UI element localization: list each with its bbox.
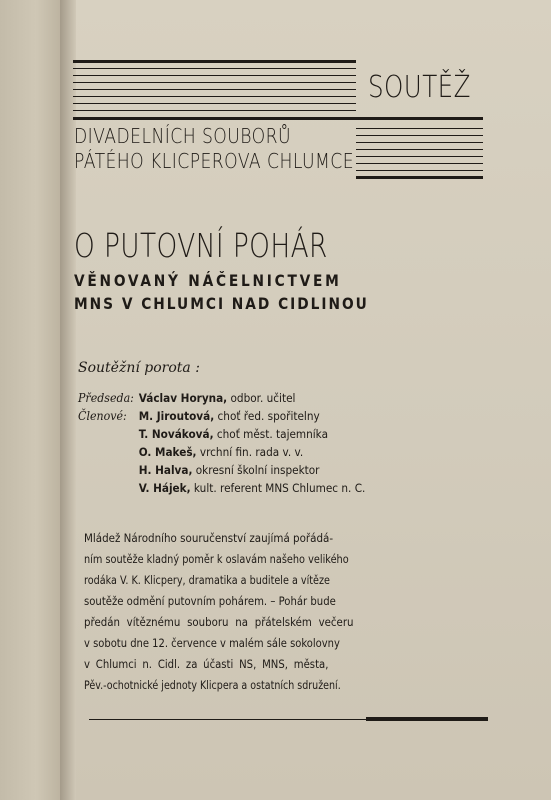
rule-line bbox=[356, 163, 483, 164]
paragraph-line: v sobotu dne 12. července v malém sále sokolovny bbox=[84, 636, 340, 650]
jury-chair-row bbox=[78, 391, 295, 405]
jury-member-row bbox=[78, 409, 320, 423]
rule-line bbox=[73, 75, 356, 76]
jury-member-row bbox=[78, 445, 303, 459]
rule-line bbox=[356, 135, 483, 136]
jury-member-detail: choť měst. tajemníka bbox=[216, 427, 328, 441]
trophy-title: O PUTOVNÍ POHÁR bbox=[74, 226, 328, 265]
jury-chair-role: Předseda: bbox=[78, 391, 134, 405]
jury-member-row bbox=[78, 481, 365, 495]
rule-line bbox=[356, 149, 483, 150]
jury-member-detail: choť řed. spořitelny bbox=[217, 409, 320, 423]
rule-line bbox=[356, 170, 483, 171]
jury-members-role: Členové: bbox=[78, 409, 127, 423]
rule-line bbox=[73, 89, 356, 90]
jury-member-row bbox=[78, 427, 328, 441]
rule-line bbox=[73, 82, 356, 83]
jury-member-detail: vrchní fin. rada v. v. bbox=[199, 445, 304, 459]
jury-chair-name: Václav Horyna, bbox=[138, 391, 228, 405]
bottom-rule-thin bbox=[89, 719, 366, 720]
paragraph-line: v Chlumci n. Cidl. za účasti NS, MNS, města, bbox=[84, 657, 329, 671]
jury-member-detail: kult. referent MNS Chlumec n. C. bbox=[193, 481, 366, 495]
rule-line bbox=[356, 156, 483, 157]
jury-member-detail: okresní školní inspektor bbox=[195, 463, 320, 477]
rule-line bbox=[73, 117, 483, 120]
rule-line bbox=[73, 103, 356, 104]
rule-line bbox=[356, 142, 483, 143]
rule-line bbox=[73, 96, 356, 97]
jury-heading: Soutěžní porota : bbox=[78, 360, 200, 376]
bottom-rule-thick bbox=[366, 717, 488, 721]
jury-member-name: M. Jiroutová, bbox=[138, 409, 215, 423]
facing-page-edge bbox=[0, 0, 60, 800]
paragraph-line: Mládež Národního souručenství zaujímá pořádá- bbox=[84, 531, 334, 545]
rule-line bbox=[73, 110, 356, 111]
trophy-dedication-line1: VĚNOVANÝ NÁČELNICTVEM bbox=[74, 271, 342, 290]
jury-member-name: V. Hájek, bbox=[138, 481, 191, 495]
jury-chair-detail: odbor. učitel bbox=[230, 391, 296, 405]
rule-line bbox=[73, 68, 356, 69]
paragraph-line: rodáka V. K. Klicpery, dramatika a buditele a vítěze bbox=[84, 573, 330, 587]
competition-subtitle-line2: PÁTÉHO KLICPEROVA CHLUMCE bbox=[74, 149, 355, 173]
book-gutter bbox=[60, 0, 76, 800]
paragraph-line: soutěže odmění putovním pohárem. – Pohár bude bbox=[84, 594, 336, 608]
competition-word: SOUTĚŽ bbox=[368, 70, 471, 105]
jury-member-name: T. Nováková, bbox=[138, 427, 214, 441]
trophy-dedication-line2: MNS V CHLUMCI NAD CIDLINOU bbox=[74, 294, 369, 313]
jury-member-row bbox=[78, 463, 320, 477]
rule-line bbox=[73, 60, 356, 63]
jury-member-name: O. Makeš, bbox=[138, 445, 197, 459]
paragraph-line: předán vítěznému souboru na přátelském večeru bbox=[84, 615, 354, 629]
paragraph-line: Pěv.-ochotnické jednoty Klicpera a ostatních sdružení. bbox=[84, 678, 341, 692]
paragraph-line: ním soutěže kladný poměr k oslavám našeho velikého bbox=[84, 552, 349, 566]
jury-member-name: H. Halva, bbox=[138, 463, 193, 477]
rule-line bbox=[356, 128, 483, 129]
competition-subtitle-line1: DIVADELNÍCH SOUBORŮ bbox=[74, 124, 292, 148]
rule-line bbox=[356, 176, 483, 179]
